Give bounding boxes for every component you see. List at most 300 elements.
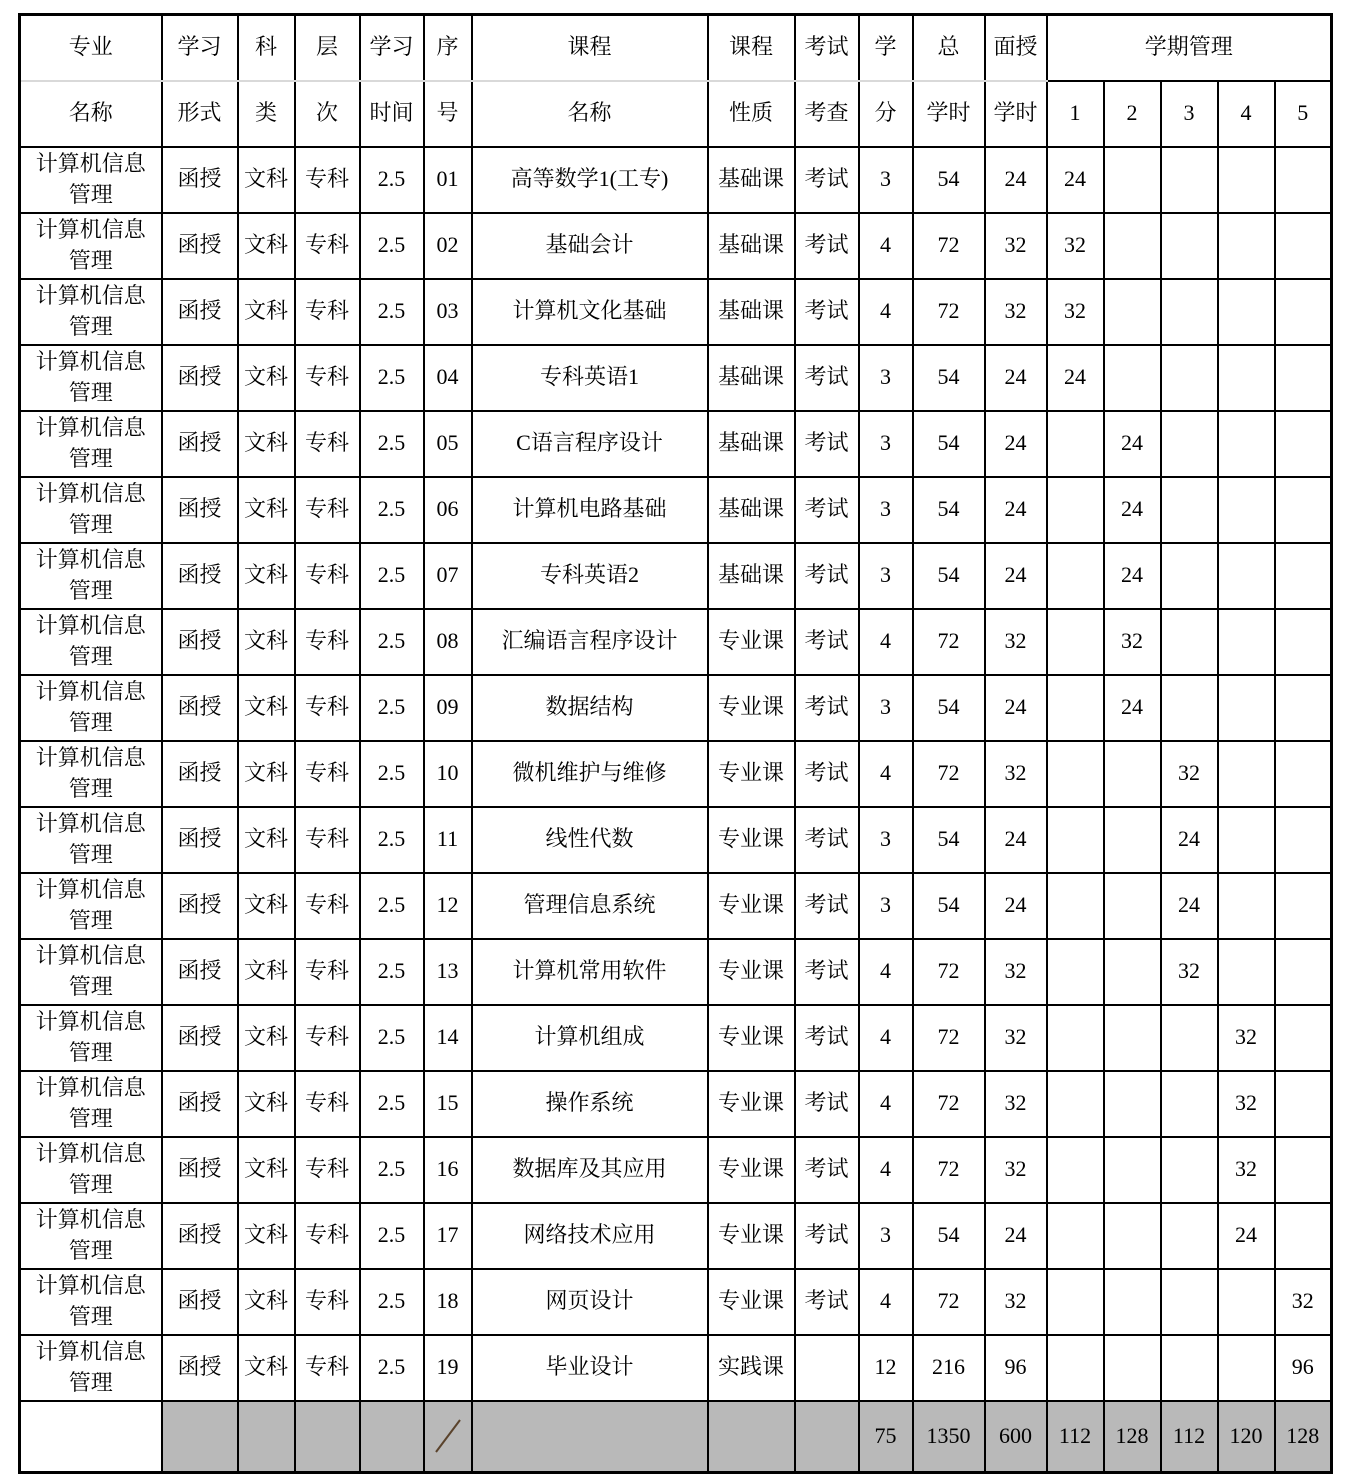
cell-sem-2: 24 bbox=[1104, 477, 1161, 543]
cell-study-form: 函授 bbox=[162, 1335, 238, 1401]
header-face-hours-line2: 学时 bbox=[985, 81, 1047, 147]
cell-level: 专科 bbox=[295, 147, 360, 213]
cell-sem-5 bbox=[1275, 411, 1332, 477]
table-row bbox=[20, 1203, 1332, 1269]
cell-serial-no: 16 bbox=[424, 1137, 472, 1203]
cell-course-nature: 专业课 bbox=[708, 1269, 795, 1335]
cell-credits: 3 bbox=[859, 873, 913, 939]
total-sem-3: 112 bbox=[1161, 1401, 1218, 1473]
cell-sem-3 bbox=[1161, 279, 1218, 345]
cell-course-name: 线性代数 bbox=[472, 807, 708, 873]
cell-study-duration: 2.5 bbox=[360, 1269, 424, 1335]
cell-sem-3 bbox=[1161, 1335, 1218, 1401]
header-assessment-line2: 考查 bbox=[795, 81, 859, 147]
cell-major-name: 计算机信息管理 bbox=[20, 279, 162, 345]
total-total-hours: 1350 bbox=[913, 1401, 985, 1473]
cell-sem-1 bbox=[1047, 543, 1104, 609]
total-blank-major bbox=[20, 1401, 162, 1473]
total-blank-course bbox=[472, 1401, 708, 1473]
cell-sem-3 bbox=[1161, 213, 1218, 279]
cell-sem-1 bbox=[1047, 807, 1104, 873]
cell-study-duration: 2.5 bbox=[360, 609, 424, 675]
cell-sem-2 bbox=[1104, 279, 1161, 345]
cell-sem-5 bbox=[1275, 873, 1332, 939]
header-semester-4: 4 bbox=[1218, 81, 1275, 147]
cell-sem-3 bbox=[1161, 411, 1218, 477]
cell-total-hours: 72 bbox=[913, 279, 985, 345]
cell-credits: 4 bbox=[859, 1269, 913, 1335]
cell-total-hours: 216 bbox=[913, 1335, 985, 1401]
cell-serial-no: 07 bbox=[424, 543, 472, 609]
cell-course-nature: 实践课 bbox=[708, 1335, 795, 1401]
cell-course-name: 基础会计 bbox=[472, 213, 708, 279]
cell-level: 专科 bbox=[295, 1071, 360, 1137]
cell-course-nature: 专业课 bbox=[708, 741, 795, 807]
cell-serial-no: 01 bbox=[424, 147, 472, 213]
total-row bbox=[20, 1401, 1332, 1473]
table-row bbox=[20, 1137, 1332, 1203]
cell-assessment bbox=[795, 1335, 859, 1401]
header-credits-line1: 学 bbox=[859, 15, 913, 81]
cell-face-hours: 96 bbox=[985, 1335, 1047, 1401]
cell-sem-3 bbox=[1161, 1203, 1218, 1269]
cell-total-hours: 54 bbox=[913, 807, 985, 873]
cell-course-name: 专科英语2 bbox=[472, 543, 708, 609]
cell-course-name: 数据结构 bbox=[472, 675, 708, 741]
cell-sem-5 bbox=[1275, 1071, 1332, 1137]
cell-major-name: 计算机信息管理 bbox=[20, 1137, 162, 1203]
table-header bbox=[20, 15, 1332, 147]
cell-assessment: 考试 bbox=[795, 279, 859, 345]
cell-level: 专科 bbox=[295, 477, 360, 543]
cell-major-name: 计算机信息管理 bbox=[20, 213, 162, 279]
cell-subject-category: 文科 bbox=[238, 939, 295, 1005]
cell-serial-no: 13 bbox=[424, 939, 472, 1005]
cell-credits: 12 bbox=[859, 1335, 913, 1401]
cell-study-form: 函授 bbox=[162, 1005, 238, 1071]
cell-study-form: 函授 bbox=[162, 807, 238, 873]
cell-course-nature: 基础课 bbox=[708, 147, 795, 213]
header-serial-line2: 号 bbox=[424, 81, 472, 147]
cell-study-form: 函授 bbox=[162, 279, 238, 345]
header-row-1 bbox=[20, 15, 1332, 81]
cell-sem-4 bbox=[1218, 543, 1275, 609]
cell-level: 专科 bbox=[295, 741, 360, 807]
cell-major-name: 计算机信息管理 bbox=[20, 1269, 162, 1335]
cell-sem-3: 32 bbox=[1161, 741, 1218, 807]
cell-sem-3 bbox=[1161, 147, 1218, 213]
cell-study-form: 函授 bbox=[162, 1269, 238, 1335]
cell-face-hours: 32 bbox=[985, 1071, 1047, 1137]
cell-assessment: 考试 bbox=[795, 1137, 859, 1203]
cell-serial-no: 04 bbox=[424, 345, 472, 411]
cell-serial-no: 11 bbox=[424, 807, 472, 873]
cell-course-nature: 专业课 bbox=[708, 1203, 795, 1269]
cell-course-name: 计算机文化基础 bbox=[472, 279, 708, 345]
table-row bbox=[20, 741, 1332, 807]
cell-credits: 3 bbox=[859, 543, 913, 609]
cell-course-name: 高等数学1(工专) bbox=[472, 147, 708, 213]
cell-study-form: 函授 bbox=[162, 939, 238, 1005]
cell-course-nature: 专业课 bbox=[708, 609, 795, 675]
total-blank-subject bbox=[238, 1401, 295, 1473]
cell-study-form: 函授 bbox=[162, 147, 238, 213]
cell-credits: 4 bbox=[859, 279, 913, 345]
cell-face-hours: 32 bbox=[985, 213, 1047, 279]
header-semester-1: 1 bbox=[1047, 81, 1104, 147]
cell-credits: 3 bbox=[859, 345, 913, 411]
header-serial-line1: 序 bbox=[424, 15, 472, 81]
cell-level: 专科 bbox=[295, 1203, 360, 1269]
header-level-line1: 层 bbox=[295, 15, 360, 81]
cell-course-name: 毕业设计 bbox=[472, 1335, 708, 1401]
cell-assessment: 考试 bbox=[795, 807, 859, 873]
cell-assessment: 考试 bbox=[795, 873, 859, 939]
cell-course-nature: 专业课 bbox=[708, 1137, 795, 1203]
cell-level: 专科 bbox=[295, 279, 360, 345]
cell-sem-2 bbox=[1104, 807, 1161, 873]
cell-sem-3: 24 bbox=[1161, 807, 1218, 873]
cell-level: 专科 bbox=[295, 411, 360, 477]
cell-credits: 4 bbox=[859, 1137, 913, 1203]
cell-face-hours: 24 bbox=[985, 477, 1047, 543]
cell-sem-5 bbox=[1275, 939, 1332, 1005]
cell-study-duration: 2.5 bbox=[360, 1335, 424, 1401]
header-face-hours-line1: 面授 bbox=[985, 15, 1047, 81]
table-row bbox=[20, 1071, 1332, 1137]
cell-serial-no: 05 bbox=[424, 411, 472, 477]
cell-level: 专科 bbox=[295, 213, 360, 279]
cell-subject-category: 文科 bbox=[238, 477, 295, 543]
cell-course-nature: 基础课 bbox=[708, 543, 795, 609]
cell-level: 专科 bbox=[295, 1269, 360, 1335]
cell-study-duration: 2.5 bbox=[360, 345, 424, 411]
cell-subject-category: 文科 bbox=[238, 1203, 295, 1269]
cell-course-name: 操作系统 bbox=[472, 1071, 708, 1137]
cell-assessment: 考试 bbox=[795, 213, 859, 279]
header-course-line1: 课程 bbox=[472, 15, 708, 81]
cell-study-duration: 2.5 bbox=[360, 213, 424, 279]
cell-level: 专科 bbox=[295, 345, 360, 411]
cell-total-hours: 54 bbox=[913, 345, 985, 411]
cell-level: 专科 bbox=[295, 807, 360, 873]
cell-major-name: 计算机信息管理 bbox=[20, 1335, 162, 1401]
cell-face-hours: 24 bbox=[985, 411, 1047, 477]
cell-major-name: 计算机信息管理 bbox=[20, 807, 162, 873]
curriculum-table bbox=[18, 13, 1333, 1474]
table-row bbox=[20, 807, 1332, 873]
cell-sem-3 bbox=[1161, 1269, 1218, 1335]
cell-sem-1: 32 bbox=[1047, 213, 1104, 279]
cell-total-hours: 72 bbox=[913, 1071, 985, 1137]
cell-face-hours: 32 bbox=[985, 939, 1047, 1005]
cell-sem-2 bbox=[1104, 1203, 1161, 1269]
cell-sem-1: 24 bbox=[1047, 147, 1104, 213]
cell-sem-4 bbox=[1218, 1335, 1275, 1401]
cell-sem-3 bbox=[1161, 345, 1218, 411]
total-sem-5: 128 bbox=[1275, 1401, 1332, 1473]
table-row bbox=[20, 279, 1332, 345]
cell-study-form: 函授 bbox=[162, 1203, 238, 1269]
cell-face-hours: 32 bbox=[985, 741, 1047, 807]
cell-sem-4 bbox=[1218, 213, 1275, 279]
header-subject-line2: 类 bbox=[238, 81, 295, 147]
cell-level: 专科 bbox=[295, 609, 360, 675]
cell-credits: 4 bbox=[859, 1071, 913, 1137]
cell-course-name: 数据库及其应用 bbox=[472, 1137, 708, 1203]
cell-study-duration: 2.5 bbox=[360, 675, 424, 741]
cell-sem-2: 24 bbox=[1104, 411, 1161, 477]
cell-assessment: 考试 bbox=[795, 477, 859, 543]
cell-sem-5 bbox=[1275, 675, 1332, 741]
cell-sem-5 bbox=[1275, 147, 1332, 213]
cell-level: 专科 bbox=[295, 675, 360, 741]
cell-sem-1 bbox=[1047, 1137, 1104, 1203]
header-major-line1: 专业 bbox=[20, 15, 162, 81]
cell-sem-2 bbox=[1104, 1005, 1161, 1071]
header-semester-5: 5 bbox=[1275, 81, 1332, 147]
cell-sem-5 bbox=[1275, 741, 1332, 807]
cell-study-form: 函授 bbox=[162, 1137, 238, 1203]
cell-course-name: C语言程序设计 bbox=[472, 411, 708, 477]
cell-sem-1 bbox=[1047, 741, 1104, 807]
cell-sem-2 bbox=[1104, 1071, 1161, 1137]
cell-sem-4 bbox=[1218, 939, 1275, 1005]
cell-level: 专科 bbox=[295, 873, 360, 939]
cell-assessment: 考试 bbox=[795, 543, 859, 609]
cell-serial-no: 14 bbox=[424, 1005, 472, 1071]
table-row bbox=[20, 477, 1332, 543]
cell-credits: 3 bbox=[859, 807, 913, 873]
cell-sem-5 bbox=[1275, 1203, 1332, 1269]
cell-sem-4 bbox=[1218, 741, 1275, 807]
cell-total-hours: 54 bbox=[913, 1203, 985, 1269]
cell-sem-4 bbox=[1218, 345, 1275, 411]
cell-sem-1 bbox=[1047, 873, 1104, 939]
cell-sem-2 bbox=[1104, 213, 1161, 279]
cell-major-name: 计算机信息管理 bbox=[20, 1203, 162, 1269]
cell-study-duration: 2.5 bbox=[360, 1071, 424, 1137]
cell-sem-4 bbox=[1218, 609, 1275, 675]
cell-face-hours: 24 bbox=[985, 543, 1047, 609]
cell-study-form: 函授 bbox=[162, 609, 238, 675]
cell-study-duration: 2.5 bbox=[360, 411, 424, 477]
cell-serial-no: 03 bbox=[424, 279, 472, 345]
table-row bbox=[20, 939, 1332, 1005]
cell-credits: 4 bbox=[859, 1005, 913, 1071]
cell-subject-category: 文科 bbox=[238, 543, 295, 609]
cell-total-hours: 72 bbox=[913, 609, 985, 675]
total-sem-1: 112 bbox=[1047, 1401, 1104, 1473]
table-footer bbox=[20, 1401, 1332, 1473]
cell-sem-3 bbox=[1161, 1071, 1218, 1137]
cell-study-duration: 2.5 bbox=[360, 543, 424, 609]
cell-credits: 3 bbox=[859, 1203, 913, 1269]
cell-sem-2 bbox=[1104, 345, 1161, 411]
cell-study-duration: 2.5 bbox=[360, 279, 424, 345]
cell-sem-1: 24 bbox=[1047, 345, 1104, 411]
cell-study-duration: 2.5 bbox=[360, 1137, 424, 1203]
cell-study-duration: 2.5 bbox=[360, 741, 424, 807]
cell-subject-category: 文科 bbox=[238, 609, 295, 675]
cell-total-hours: 54 bbox=[913, 543, 985, 609]
cell-course-nature: 专业课 bbox=[708, 939, 795, 1005]
cell-sem-5 bbox=[1275, 279, 1332, 345]
total-sem-2: 128 bbox=[1104, 1401, 1161, 1473]
cell-sem-4 bbox=[1218, 411, 1275, 477]
cell-course-name: 计算机电路基础 bbox=[472, 477, 708, 543]
cell-subject-category: 文科 bbox=[238, 1071, 295, 1137]
cell-credits: 4 bbox=[859, 741, 913, 807]
cell-subject-category: 文科 bbox=[238, 1137, 295, 1203]
cell-sem-4: 32 bbox=[1218, 1137, 1275, 1203]
cell-subject-category: 文科 bbox=[238, 147, 295, 213]
cell-assessment: 考试 bbox=[795, 1005, 859, 1071]
header-duration-line1: 学习 bbox=[360, 15, 424, 81]
cell-sem-1 bbox=[1047, 675, 1104, 741]
cell-sem-4 bbox=[1218, 477, 1275, 543]
table-row bbox=[20, 345, 1332, 411]
cell-sem-4: 32 bbox=[1218, 1071, 1275, 1137]
header-credits-line2: 分 bbox=[859, 81, 913, 147]
cell-study-duration: 2.5 bbox=[360, 1005, 424, 1071]
cell-sem-2: 24 bbox=[1104, 543, 1161, 609]
cell-sem-5 bbox=[1275, 807, 1332, 873]
cell-course-nature: 基础课 bbox=[708, 279, 795, 345]
cell-major-name: 计算机信息管理 bbox=[20, 873, 162, 939]
total-blank-duration bbox=[360, 1401, 424, 1473]
cell-serial-no: 09 bbox=[424, 675, 472, 741]
header-nature-line1: 课程 bbox=[708, 15, 795, 81]
cell-credits: 4 bbox=[859, 609, 913, 675]
cell-face-hours: 24 bbox=[985, 675, 1047, 741]
cell-face-hours: 24 bbox=[985, 147, 1047, 213]
cell-sem-1 bbox=[1047, 1335, 1104, 1401]
cell-total-hours: 72 bbox=[913, 1137, 985, 1203]
cell-sem-3 bbox=[1161, 543, 1218, 609]
cell-study-form: 函授 bbox=[162, 1071, 238, 1137]
cell-course-nature: 基础课 bbox=[708, 477, 795, 543]
cell-sem-1 bbox=[1047, 939, 1104, 1005]
total-blank-level bbox=[295, 1401, 360, 1473]
cell-level: 专科 bbox=[295, 1005, 360, 1071]
cell-assessment: 考试 bbox=[795, 1203, 859, 1269]
header-nature-line2: 性质 bbox=[708, 81, 795, 147]
cell-subject-category: 文科 bbox=[238, 279, 295, 345]
table-row bbox=[20, 1335, 1332, 1401]
cell-serial-no: 17 bbox=[424, 1203, 472, 1269]
cell-sem-5: 96 bbox=[1275, 1335, 1332, 1401]
cell-course-name: 管理信息系统 bbox=[472, 873, 708, 939]
cell-total-hours: 54 bbox=[913, 147, 985, 213]
cell-serial-no: 02 bbox=[424, 213, 472, 279]
total-sem-4: 120 bbox=[1218, 1401, 1275, 1473]
slash-mark bbox=[433, 1416, 463, 1456]
cell-major-name: 计算机信息管理 bbox=[20, 147, 162, 213]
cell-sem-2 bbox=[1104, 939, 1161, 1005]
cell-study-form: 函授 bbox=[162, 873, 238, 939]
cell-major-name: 计算机信息管理 bbox=[20, 1005, 162, 1071]
cell-course-name: 专科英语1 bbox=[472, 345, 708, 411]
cell-sem-5 bbox=[1275, 213, 1332, 279]
cell-sem-2: 32 bbox=[1104, 609, 1161, 675]
cell-sem-5 bbox=[1275, 1005, 1332, 1071]
cell-study-form: 函授 bbox=[162, 213, 238, 279]
cell-subject-category: 文科 bbox=[238, 807, 295, 873]
cell-sem-3 bbox=[1161, 1005, 1218, 1071]
cell-sem-4: 32 bbox=[1218, 1005, 1275, 1071]
cell-study-form: 函授 bbox=[162, 543, 238, 609]
cell-study-form: 函授 bbox=[162, 345, 238, 411]
cell-total-hours: 72 bbox=[913, 741, 985, 807]
cell-assessment: 考试 bbox=[795, 1269, 859, 1335]
cell-credits: 3 bbox=[859, 675, 913, 741]
cell-major-name: 计算机信息管理 bbox=[20, 741, 162, 807]
table-row bbox=[20, 411, 1332, 477]
table-row bbox=[20, 1269, 1332, 1335]
cell-level: 专科 bbox=[295, 939, 360, 1005]
cell-total-hours: 54 bbox=[913, 675, 985, 741]
cell-course-nature: 专业课 bbox=[708, 1005, 795, 1071]
cell-total-hours: 54 bbox=[913, 477, 985, 543]
header-total-hours-line1: 总 bbox=[913, 15, 985, 81]
cell-assessment: 考试 bbox=[795, 939, 859, 1005]
header-study-form-line2: 形式 bbox=[162, 81, 238, 147]
cell-serial-no: 19 bbox=[424, 1335, 472, 1401]
cell-major-name: 计算机信息管理 bbox=[20, 1071, 162, 1137]
cell-serial-no: 06 bbox=[424, 477, 472, 543]
cell-assessment: 考试 bbox=[795, 675, 859, 741]
cell-study-duration: 2.5 bbox=[360, 147, 424, 213]
total-blank-assessment bbox=[795, 1401, 859, 1473]
cell-sem-5 bbox=[1275, 345, 1332, 411]
header-semester-3: 3 bbox=[1161, 81, 1218, 147]
cell-face-hours: 24 bbox=[985, 873, 1047, 939]
header-major-line2: 名称 bbox=[20, 81, 162, 147]
cell-total-hours: 54 bbox=[913, 411, 985, 477]
cell-total-hours: 72 bbox=[913, 1269, 985, 1335]
cell-major-name: 计算机信息管理 bbox=[20, 345, 162, 411]
header-duration-line2: 时间 bbox=[360, 81, 424, 147]
cell-sem-3 bbox=[1161, 675, 1218, 741]
cell-sem-5: 32 bbox=[1275, 1269, 1332, 1335]
cell-sem-2 bbox=[1104, 147, 1161, 213]
header-semester-2: 2 bbox=[1104, 81, 1161, 147]
cell-sem-3 bbox=[1161, 609, 1218, 675]
header-row-2 bbox=[20, 81, 1332, 147]
cell-face-hours: 32 bbox=[985, 609, 1047, 675]
cell-sem-3 bbox=[1161, 1137, 1218, 1203]
header-course-line2: 名称 bbox=[472, 81, 708, 147]
cell-sem-1 bbox=[1047, 1203, 1104, 1269]
total-blank-nature bbox=[708, 1401, 795, 1473]
cell-major-name: 计算机信息管理 bbox=[20, 609, 162, 675]
cell-sem-5 bbox=[1275, 609, 1332, 675]
table-row bbox=[20, 675, 1332, 741]
cell-sem-2 bbox=[1104, 1137, 1161, 1203]
table-row bbox=[20, 147, 1332, 213]
cell-study-form: 函授 bbox=[162, 741, 238, 807]
header-assessment-line1: 考试 bbox=[795, 15, 859, 81]
cell-subject-category: 文科 bbox=[238, 345, 295, 411]
cell-sem-2 bbox=[1104, 1269, 1161, 1335]
cell-face-hours: 24 bbox=[985, 345, 1047, 411]
table-body bbox=[20, 147, 1332, 1401]
cell-sem-4 bbox=[1218, 675, 1275, 741]
total-credits: 75 bbox=[859, 1401, 913, 1473]
cell-course-nature: 专业课 bbox=[708, 1071, 795, 1137]
cell-study-form: 函授 bbox=[162, 675, 238, 741]
